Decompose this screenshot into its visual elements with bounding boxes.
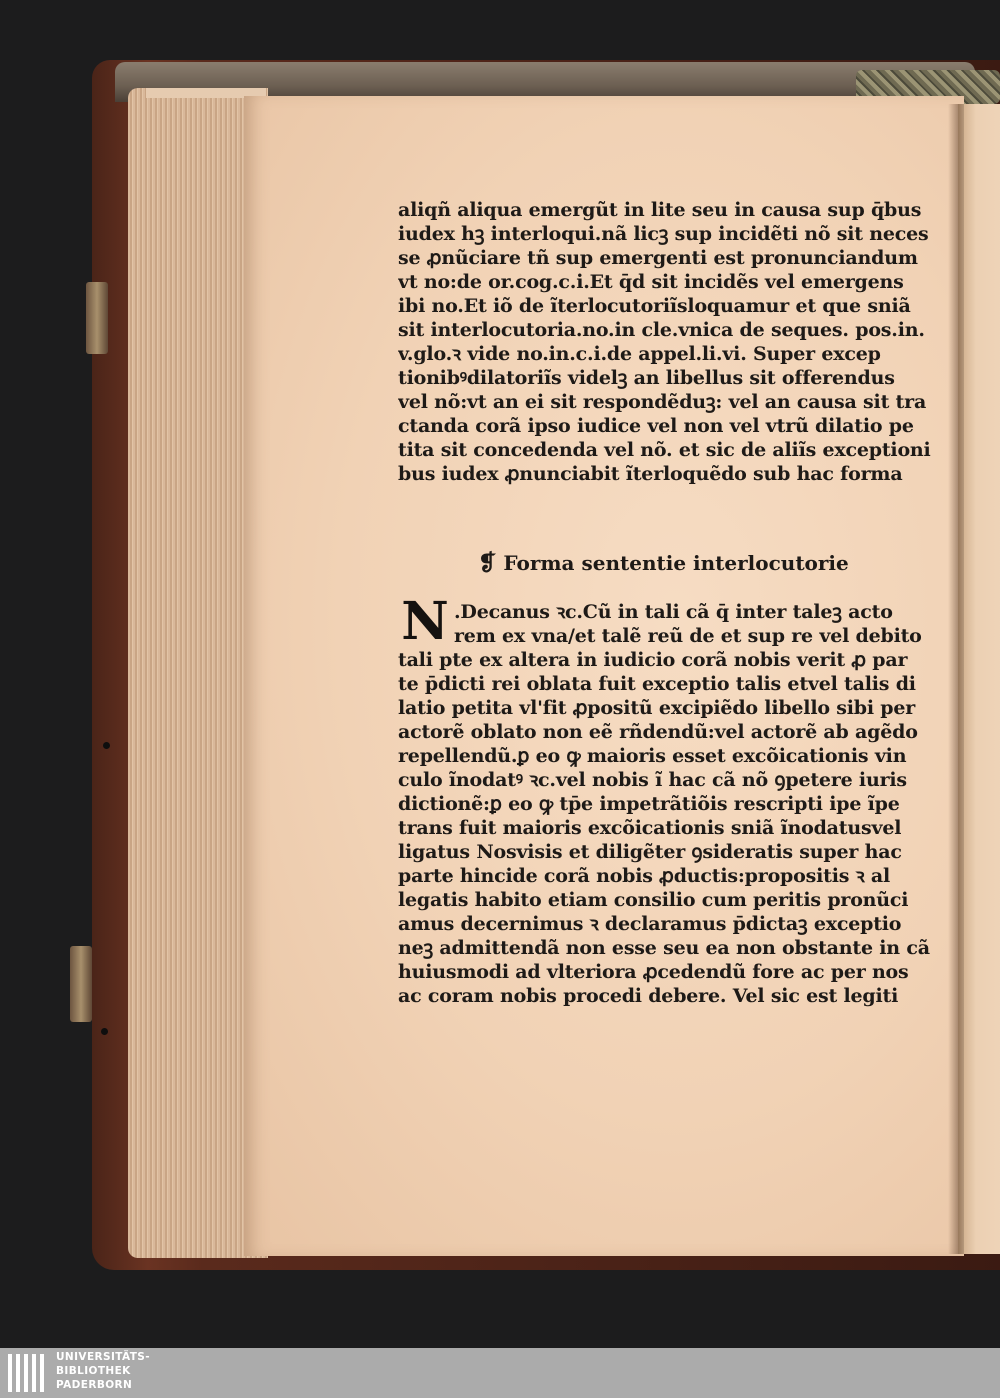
binding-hole — [101, 1028, 108, 1035]
text-line: tita sit concedenda vel nõ. et sic de aliĩs exceptioni — [398, 439, 931, 461]
text-line: culo ĩnodatꝰ ꝛc.vel nobis ĩ hac cã nõ ꝯpetere iuris — [398, 769, 907, 791]
clasp-upper — [86, 282, 108, 354]
clasp-lower — [70, 946, 92, 1022]
logo-line: BIBLIOTHEK — [56, 1365, 131, 1377]
text-line: parte hincide corã nobis ꝓductis:propositis ꝛ al — [398, 865, 890, 887]
library-logo-text — [56, 1350, 176, 1392]
text-line: te p̄dicti rei oblata fuit exceptio talis etvel talis di — [398, 673, 916, 695]
page-gutter — [948, 104, 964, 1254]
text-line: dictionẽ:ꝑ eo ꝙ tp̄e impetrãtiõis rescripti ipe ĩpe — [398, 793, 900, 815]
text-line: tali pte ex altera in iudicio corã nobis verit ꝓ par — [398, 649, 908, 671]
text-line: iudex hꝫ interloqui.nã licꝫ sup incidẽti nõ sit neces — [398, 223, 929, 245]
text-line: aliqñ aliqua emergũt in lite seu in causa sup q̄bus — [398, 199, 922, 221]
text-line: tionibꝰdilatoriĩs videlꝫ an libellus sit offerendus — [398, 367, 895, 389]
text-line: sit interlocutoria.no.in cle.vnica de seques. pos.in. — [398, 319, 925, 341]
logo-line: PADERBORN — [56, 1379, 133, 1391]
text-line: huiusmodi ad vlteriora ꝓcedendũ fore ac per nos — [398, 961, 909, 983]
binding-hole — [103, 742, 110, 749]
text-line: repellendũ.ꝑ eo ꝙ maioris esset excõicationis vin — [398, 745, 907, 767]
text-line: .Decanus ꝛc.Cũ in tali cã q̄ inter taleꝫ acto — [454, 601, 893, 623]
library-logo-icon — [8, 1354, 48, 1392]
text-line: vt no:de or.cog.c.i.Et q̄d sit incidẽs vel emergens — [398, 271, 904, 293]
text-line: vel nõ:vt an ei sit respondẽduꝫ: vel an causa sit tra — [398, 391, 927, 413]
paragraph-2 — [398, 600, 934, 1008]
paragraph-1 — [398, 198, 934, 486]
section-heading — [478, 548, 849, 578]
text-line: actorẽ oblato non eẽ rñdendũ:vel actorẽ ab agẽdo — [398, 721, 918, 743]
heading-text: Forma sententie interlocutorie — [503, 551, 849, 575]
logo-line: UNIVERSITÄTS- — [56, 1351, 151, 1363]
text-line: ligatus Nosvisis et diligẽter ꝯsideratis super hac — [398, 841, 902, 863]
text-line: ctanda corã ipso iudice vel non vel vtrũ dilatio pe — [398, 415, 914, 437]
text-line: neꝫ admittendã non esse seu ea non obstante in cã — [398, 937, 930, 959]
text-line: se ꝓnũciare tñ sup emergenti est pronunciandum — [398, 247, 918, 269]
text-line: bus iudex ꝓnunciabit ĩterloquẽdo sub hac forma — [398, 463, 903, 485]
text-line: ibi no.Et iõ de ĩterlocutoriĩsloquamur et que sniã — [398, 295, 911, 317]
text-line: latio petita vl'fit ꝓpositũ excipiẽdo libello sibi per — [398, 697, 916, 719]
text-line: amus decernimus ꝛ declaramus p̄dictaꝫ exceptio — [398, 913, 902, 935]
text-line: ac coram nobis procedi debere. Vel sic est legiti — [398, 985, 899, 1007]
text-line: rem ex vna/et talẽ reũ de et sup re vel debito — [454, 625, 922, 647]
text-line: trans fuit maioris excõicationis sniã ĩnodatusvel — [398, 817, 902, 839]
initial-capital: N — [401, 591, 449, 652]
pilcrow-icon: ❡ — [478, 550, 497, 576]
footer-bar — [0, 1348, 1000, 1398]
facing-page — [958, 104, 1000, 1254]
text-line: legatis habito etiam consilio cum peritis pronũci — [398, 889, 909, 911]
text-line: v.glo.ꝛ vide no.in.c.i.de appel.li.vi. Super excep — [398, 343, 881, 365]
